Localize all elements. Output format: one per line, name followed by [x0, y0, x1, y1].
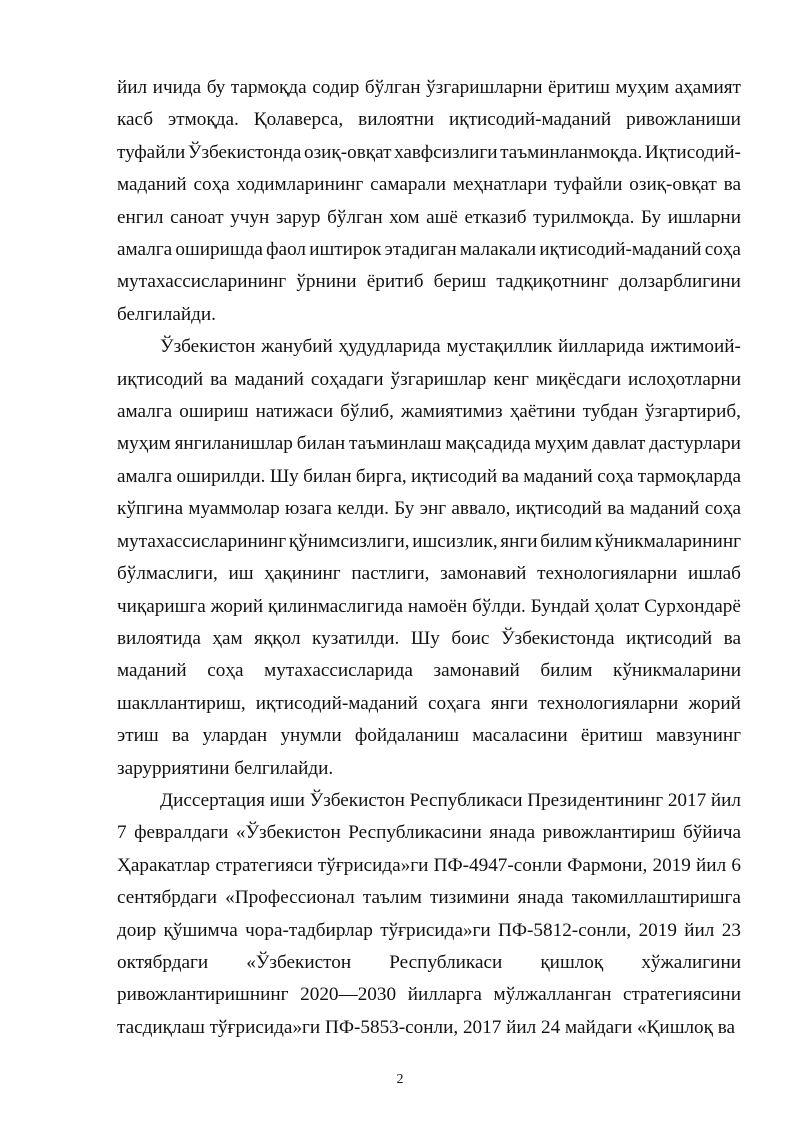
text-line: вилоятида ҳам яққол кузатилди. Шу боис Ўзбекистонда иқтисодий ва — [117, 627, 741, 649]
paragraph-1 — [117, 72, 741, 331]
text-line: доир қўшимча чора-тадбирлар тўғрисида»ги ПФ-5812-сонли, 2019 йил 23 — [117, 919, 741, 941]
text-line: маданий соҳа мутахассисларида замонавий билим кўникмаларини — [117, 660, 741, 682]
paragraph-3 — [117, 785, 741, 1044]
text-line: йил ичида бу тармоқда содир бўлган ўзгаришларни ёритиш муҳим аҳамият — [117, 77, 741, 98]
text-line: тасдиқлаш тўғрисида»ги ПФ-5853-сонли, 2017 йил 24 майдаги «Қишлоқ ва — [117, 1016, 736, 1038]
text-line: муҳим янгиланишлар билан таъминлаш мақсадида муҳим давлат дастурлари — [117, 433, 741, 455]
body-text — [117, 72, 741, 1044]
text-line: мутахассисларининг қўнимсизлиги, ишсизлик, янги билим кўникмаларининг — [117, 530, 741, 552]
text-line: енгил саноат учун зарур бўлган хом ашё етказиб турилмоқда. Бу ишларни — [117, 206, 741, 228]
text-line: кўпгина муаммолар юзага келди. Бу энг аввало, иқтисодий ва маданий соҳа — [117, 498, 741, 520]
text-line: мутахассисларининг ўрнини ёритиб бериш тадқиқотнинг долзарблигини — [117, 271, 741, 293]
text-line: иқтисодий ва маданий соҳадаги ўзгаришлар кенг миқёсдаги ислоҳотларни — [117, 368, 741, 390]
text-line: этиш ва улардан унумли фойдаланиш масаласини ёритиш мавзунинг — [117, 725, 741, 747]
paragraph-2 — [117, 331, 741, 785]
text-line: Ҳаракатлар стратегияси тўғрисида»ги ПФ-4947-сонли Фармони, 2019 йил 6 — [117, 854, 741, 876]
text-line: маданий соҳа ходимларининг самарали меҳнатлари туфайли озиқ-овқат ва — [117, 174, 741, 196]
text-line: Ўзбекистон жанубий ҳудудларида мустақиллик йилларида ижтимоий- — [160, 336, 741, 358]
text-line: октябрдаги «Ўзбекистон Республикаси қишлоқ хўжалигини — [117, 951, 741, 973]
text-line: шакллантириш, иқтисодий-маданий соҳага янги технологияларни жорий — [117, 692, 741, 714]
text-line: Диссертация иши Ўзбекистон Республикаси Президентининг 2017 йил — [160, 789, 741, 811]
text-line: бўлмаслиги, иш ҳақининг пастлиги, замонавий технологияларни ишлаб — [117, 563, 741, 585]
text-line: туфайли Ўзбекистонда озиқ-овқат хавфсизлиги таъминланмоқда. Иқтисодий- — [117, 141, 741, 163]
text-line: 7 февралдаги «Ўзбекистон Республикасини янада ривожлантириш бўйича — [117, 822, 741, 844]
text-line: ривожлантиришнинг 2020—2030 йилларга мўлжалланган стратегиясини — [117, 984, 741, 1006]
text-line: зарурриятини белгилайди. — [117, 757, 334, 779]
text-line: белгилайди. — [117, 303, 216, 325]
text-line: амалга оширилди. Шу билан бирга, иқтисодий ва маданий соҳа тармоқларда — [117, 465, 741, 487]
page-number: 2 — [396, 1072, 404, 1087]
text-line: амалга оширишда фаол иштирок этадиган малакали иқтисодий-маданий соҳа — [117, 239, 741, 261]
text-line: сентябрдаги «Профессионал таълим тизимини янада такомиллаштиришга — [117, 887, 741, 909]
text-line: чиқаришга жорий қилинмаслигида намоён бўлди. Бундай ҳолат Сурхондарё — [117, 595, 741, 617]
text-line: касб этмоқда. Қолаверса, вилоятни иқтисодий-маданий ривожланиши — [117, 109, 741, 131]
text-line: амалга ошириш натижаси бўлиб, жамиятимиз ҳаётини тубдан ўзгартириб, — [117, 401, 741, 423]
